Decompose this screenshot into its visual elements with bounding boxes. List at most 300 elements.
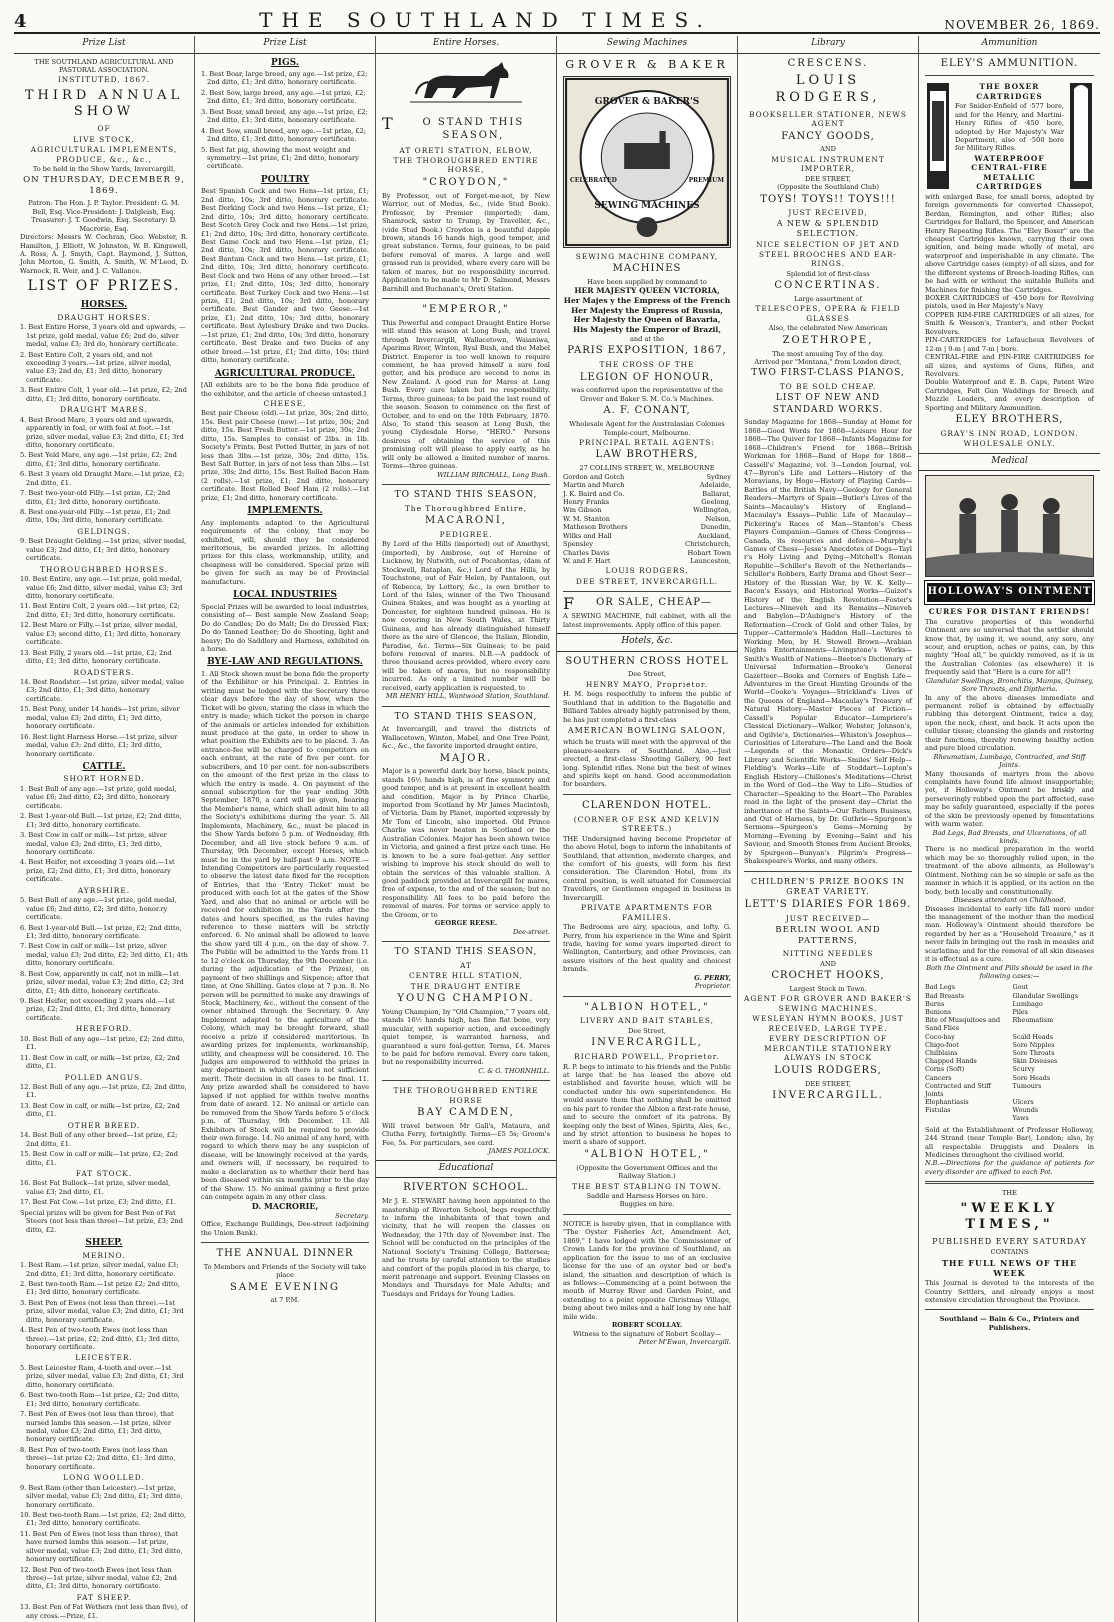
divider (925, 1309, 1094, 1310)
annual-dinner: THE ANNUAL DINNER (216, 1248, 354, 1259)
prize-entry: 4. Best Brood Mare, 3 years old and upwards, apparently in foal, or with foal at foot.—1st prize, silver medal, value £3; 2nd ditto, £1; 3rd ditto, honorary certificate. (20, 415, 184, 449)
fancy-goods: FANCY GOODS, (781, 130, 875, 142)
newspaper-title: THE SOUTHLAND TIMES. (259, 8, 712, 32)
albion-street: Dee Street, (627, 1026, 667, 1035)
divider (201, 1242, 369, 1243)
royal-bavaria: Her Majesty the Queen of Bavaria, (573, 315, 721, 325)
prize-entry: 1. Best Ram.—1st prize, silver medal, value £3; 2nd ditto, £1; 3rd ditto, honorary certificate. (20, 1261, 179, 1278)
divider (563, 591, 731, 592)
prize-entry: 3. Best Entire Colt, 1 year old.—1st prize, £2; 2nd ditto, £1; 3rd ditto, honorary certificate. (20, 386, 188, 403)
prize-entry: 4. Best Heifer, not exceeding 3 years old.—1st prize, £2; 2nd ditto, £1; 3rd ditto, honorary certificate. (20, 858, 175, 884)
pin-cartridges: PIN-CARTRIDGES for Lefaucheux Revolvers of 12-m | 9-m | and 7-m | bore. (925, 336, 1094, 353)
berlin-wool: BERLIN WOOL AND PATTERNS, (775, 925, 881, 947)
secretary-title: Secretary. (335, 1211, 369, 1220)
best-stabling: THE BEST STABLING IN TOWN. (572, 1181, 722, 1191)
dinner-text: To Members and Friends of the Society will take place (203, 1262, 367, 1280)
both-cases: Both the Ointment and Pills should be used in the following cases:— (926, 963, 1093, 981)
grover-baker-title: GROVER & BAKER (565, 57, 729, 71)
list-item: Spensley Christchurch, (563, 540, 731, 549)
ad-camden-text: Will travel between Mr Gall's, Mataura, and Clutha Ferry, fortnightly. Terms—£5 5s; Groom's Fee, 5s. For particulars, see card. (382, 1122, 550, 1147)
prize-entry: 14. Best Roadster.—1st prize, silver medal, value £3; 2nd ditto, £1; 3rd ditto, honorary certificate. (20, 678, 184, 703)
section-cattle: CATTLE. (82, 761, 126, 772)
royal-russia: Her Majesty the Empress of Russia, (571, 305, 723, 315)
prize-entry: 8. Best Pen of two-tooth Ewes (not less than three)—1st prize £2; 2nd ditto, £1; 3rd ditto, honorary certificate. (20, 1445, 176, 1471)
rheum-text: Many thousands of martyrs from the above complaints have found life almost insupportable; yet, if Holloway's Ointment be briskly and perseveringly rubbed upon the part affected, ease may be safely guaranteed, especially if the pores of the skin be previously opened by fomentations with warm water. (925, 769, 1094, 829)
list-item: Bad Legs (925, 983, 956, 992)
louis-rodgers-title: LOUIS RODGERS, (775, 73, 881, 105)
boxer-text: For Snider-Enfield of ·577 bore, and for the Henry, and Martini-Henry Rifles of ·450 bore, adopted by Her Majesty's War Department, also of ·500 bore for Military Rifles. (955, 102, 1064, 153)
list-item: Fistulas (925, 1106, 951, 1115)
prize-entry: 2. Best two-tooth Ram.—1st prize £2; 2nd ditto, £1; 3rd ditto, honorary certificate. (20, 1279, 180, 1297)
prize-entry: 1. Best Bull of any age.—1st prize, gold medal, value £6; 2nd ditto, £2; 3rd ditto, honorary certificate. (20, 784, 177, 810)
splendid-lot: Splendid lot of first-class (786, 269, 870, 278)
horse-icon (406, 58, 526, 112)
telescopes: TELESCOPES, OPERA & FIELD GLASSES (755, 304, 901, 323)
amusing-toy: The most amusing Toy of the day. (772, 349, 884, 358)
richard-powell: RICHARD POWELL, Proprietor. (574, 1052, 720, 1062)
bowling-saloon: AMERICAN BOWLING SALOON, (567, 726, 727, 736)
divider (563, 794, 731, 795)
divider (382, 298, 550, 299)
masthead (14, 6, 1100, 34)
prize-entry: 4. Best Sow, small breed, any age.—1st prize, £2; 2nd ditto, £1; 3rd ditto, honorary certificate. (201, 126, 367, 144)
list-item: Sore Nipples (1012, 1040, 1055, 1049)
waterproof-title: WATERPROOF CENTRAL-FIRE METALLIC CARTRIDGES (971, 153, 1048, 192)
prize-entry: 11. Best Entire Colt, 2 years old.—1st prize, £2; 2nd ditto, £1; 3rd ditto, honorary certificate. (20, 602, 180, 619)
newspaper-columns (14, 36, 1100, 1620)
list-item: Martin and Murch Adelaide, (563, 481, 731, 490)
waterproof-text: with enlarged Base, for small bores, adopted by foreign governments for converted Chassepot, Berdan, Remington, and other Rifles; also Cartridges for Ballard, the Spencer, and American Henry Repeating Rifles. The "Eley Boxer" are the cheapest Cartridges known, carrying their own ignition, and being made wholly of metal, are waterproof and imperishable in any climate. The above Cartridge cases (empty) of all sizes, and for the different systems of Breech-loading Rifles, can be had with or without the suitable Bullets and Machines for finishing the Cartridges. (925, 192, 1094, 294)
sold-cheap: TO BE SOLD CHEAP. (779, 381, 877, 391)
divider (563, 1214, 731, 1215)
holloway-text: The curative properties of this wonderful Ointment are so universal that the settler should know that, by using it, we sound, any sore, any scour, and eruption, aches or pains, can, by this mighty "Heal all," be quickly removed, as it is in the Australian Colonies (as elsewhere) it is frequently said that "Here is a cure for all"! (925, 617, 1094, 677)
prize-entry: 2. Best Entire Colt, 2 years old, and not exceeding 3 years.—1st prize, silver medal, value £3; 2nd do, £1; 3rd ditto, honorary certificate. (20, 350, 172, 384)
sub-merino: MERINO. (82, 1250, 126, 1260)
grover-agent: AGENT FOR GROVER AND BAKER'S SEWING MACHINES. (744, 994, 912, 1013)
ad-croydon-where: AT ORETI STATION, ELBOW, (399, 145, 533, 155)
prize-entry: 11. Best Pen of Ewes (not less than three), that have nursed lambs this season.—1st prize, silver medal, value £3; 2nd ditto, £1; 3rd ditto, honorary certificate. (20, 1529, 183, 1564)
sub-cheese: CHEESE. (263, 398, 307, 408)
list-item: Charles Davis Hobart Town (563, 548, 731, 557)
column-header: Prize List (14, 36, 194, 54)
robert-scollay: ROBERT SCOLLAY. (611, 1321, 683, 1330)
column-prize-list-1 (14, 36, 195, 1622)
ad-croydon-text: By Professor, out of Forget-me-not, by New Warrior, out of Modus, &c., (vide Stud Book). Professor, by Premier (imported); dam, Shamrock, sister to Trump, by Traveller, &c., (vide Stud Book.) Croydon is a beautiful dapple brown, stands 16 hands high, good temper, and great substance. Terms, four guineas, to be paid before removal of mares. A large and well grassed run is provided, where every care will be taken of mares, but no responsibility incurred. Application to be made to Mr D. Salmond, Messrs Barnhill and Buchanan's, Oreti Station. (382, 191, 550, 293)
list-item: Glandular Swellings (1012, 991, 1078, 1000)
sub-geldings: GELDINGS. (77, 526, 131, 536)
clarendon-text: THE Undersigned having become Proprietor of the above Hotel, begs to inform the inhabitants of Southland, that attention, moderate charges, and the comfort of his guests, will form his first consideration. The Clarendon Hotel, from its central position, is well situated for Commercial Travellers, or Gentlemen engaged in business in Invercargill. (563, 834, 731, 902)
cheese-text: Best pair Cheese (old).—1st prize, 30s; 2nd ditto, 15s. Best pair Cheese (new).—1st prize, 30s; 2nd ditto, 15s. Best Fresh Butter.—1st prize, 30s; 2nd ditto, 15s. Samples to consist of 2lbs. in 1lb. Society's Prints. Best Potted Butter, in jars of not less than 3lbs.—1st prize, 30s; 2nd ditto, 15s. Best Salt Butter, in jars of not less than 5lbs.—1st prize, 30s; 2nd ditto, 15s. Best Rolled Bacon Ham (2 rolls).—1st prize, £1; 2nd ditto, honorary certificate. Best Rolled Beef Ham (2 rolls).—1st prize, £1; 2nd ditto, honorary certificate. (201, 409, 369, 502)
ad-macaroni-desc: The Thoroughbred Entire, (404, 503, 528, 513)
column-prize-list-2 (195, 36, 376, 1622)
divider (925, 75, 1094, 76)
nb-directions: N.B.—Directions for the guidance of patients for every disorder are affixed to each Pot. (925, 1159, 1094, 1176)
prize-entry: 9. Best Heifer, not exceeding 2 years old.—1st prize, £2; 2nd ditto, £1; 3rd ditto, honorary certificate. (20, 997, 175, 1022)
ad-champion-name: YOUNG CHAMPION. (397, 992, 535, 1004)
private-text: The Bedrooms are airy, spacious, and lofty. G. Perry, from his experience in the Wine and Spirit trade, having for some years imported direct to Wellington, Canterbury, and other Provinces, can assure visitors of the best quality and choicest brands. (563, 923, 731, 974)
oyster-notice: NOTICE is hereby given, that in compliance with "The Oyster Fisheries Act, Amendment Act, 1869," I have lodged with the Commissioner of Crown Lands for the province of Southland, an application for the issue to me of an exclusive license for the use of an oyster bed or bed's island, the situation and description of which is as follows:—Commencing at a point between the mouth of Murray River and Garden Point, and extending to a point opposite Christmas Village, being about two miles and a half long by one half mile wide. (563, 1219, 731, 1321)
list-item: Gordon and Gotch Sydney (563, 472, 731, 481)
ad-macaroni-sig: MR HENRY HILL, Wantwood Station, Southland. (385, 692, 550, 701)
section-horses: HORSES. (80, 300, 128, 311)
prize-entry: 16. Best Fat Bullock—1st prize, silver medal, value £3; 2nd ditto, £1. (20, 1179, 171, 1196)
powell-text: R. P. begs to intimate to his friends and the Public at large that he has leased the above old established and favorite house, which will be conducted under his own superintendence. He would assure them that nothing shall be omitted on his part to render the Albion a first-rate house, and to secure the comfort of its patrons. By keeping only the best of Wines, Spirits, Ales, &c., and by strict attention to business he hopes to merit a share of support. (563, 1062, 731, 1147)
also-american: Also, the celebrated New American (768, 324, 888, 333)
agri-note: [All exhibits are to be the bona fide produce of the exhibitor, and the article of cheese untasted.] (201, 381, 369, 398)
witness: Witness to the signature of Robert Scollay— (572, 1329, 722, 1338)
list-item: Chigo-foot (925, 1040, 959, 1049)
musical-instrument: MUSICAL INSTRUMENT IMPORTER, (771, 154, 885, 174)
show-date: ON THURSDAY, DECEMBER 9, 1869. (23, 175, 185, 197)
childrens-prize-books: CHILDREN'S PRIZE BOOKS IN GREAT VARIETY. (751, 876, 905, 896)
list-item: Wounds (1012, 1106, 1039, 1115)
ad-croydon-desc: THE THOROUGHBRED ENTIRE HORSE, (393, 156, 539, 175)
sub-fatstock: FAT STOCK. (75, 1168, 133, 1178)
cross-of: THE CROSS OF THE (599, 360, 695, 370)
list-item: Chapped Hands (925, 1057, 977, 1066)
grays-inn: GRAY'S INN ROAD, LONDON. (940, 428, 1079, 438)
column-header: Entire Horses. (376, 36, 556, 54)
divider (744, 871, 912, 872)
riverton-text: Mr J. E. STEWART having been appointed to the mastership of Riverton School, begs respectfully to inform the inhabitants of that town and vicinity, that he will reopen the classes on Wednesday, the 17th day of November inst. The School will be conducted on the principles of the National Society's Training College, Battersea; and he trusts by careful attention to the studies and comfort of the pupils placed in his charge, to merit patronage and support. Evening Classes on Mondays and Thursdays for Male Adults; and Tuesdays and Fridays for Young Ladies. (382, 1197, 550, 1298)
prize-entry: 3. Best Pen of Ewes (not less than three).—1st prize, silver medal, value £3; 2nd ditto, £1; 3rd ditto, honorary certificate. (20, 1298, 184, 1324)
ad-major-intro: At Invercargill, and travel the districts of Wallacetown, Winton, Mabel, and One Tree Point, &c., &c., the favorite imported draught entire, (382, 725, 550, 751)
column-header: Ammunition (919, 36, 1100, 54)
ad-croydon-name: "CROYDON," (422, 176, 510, 188)
southern-cross-hotel: SOUTHERN CROSS HOTEL (565, 655, 729, 667)
ad-champion-at: AT (460, 960, 472, 970)
list-item: Yaws (1012, 1114, 1029, 1123)
double-waterproof: Double Waterproof and E. B. Caps, Patent Wire Cartridges, Felt Gun Waddings for Breech and Muzzle Loaders, and every description of Sporting and Military Ammunition. (925, 378, 1094, 412)
glandular-text: In any of the above diseases immediate and permanent relief is obtained by effectually rubbing this detergent Ointment, twice a day, upon the neck, chest, and back. It acts upon the cellular tissue; cleansing the glands and restoring their functions, thereby renewing healthy action and pure blood circulation. (925, 693, 1094, 753)
livestock: LIVE STOCK, (73, 134, 135, 144)
paris-exposition: PARIS EXPOSITION, 1867, (567, 345, 727, 357)
column-sewing-hotels (557, 36, 738, 1622)
column-header: Prize List (195, 36, 375, 54)
ad-croydon-title: TO STAND THIS SEASON, (382, 113, 525, 141)
poultry-text: Best Spanish Cock and two Hens—1st prize, £1; 2nd ditto, 10s; 3rd ditto, honorary certificate. Best Dorking Cock and two Hens.—1st prize, £1; 2nd ditto, 10s; 3rd ditto, honorary certificate. Best Scotch Grey Cock and two Hens.—1st prize, £1; 2nd ditto, 10s; 3rd ditto, honorary certificate. Best Game Cock and two Hens.—1st prize, £1; 2nd ditto, 10s; 3rd ditto, honorary certificate. Best Bantam Cock and two Hens.—1st prize, £1; 2nd ditto, 10s; 3rd ditto, honorary certificate. Best Cock and two Hens of any other breed.—1st prize, £1; 2nd ditto, 10s; 3rd ditto, honorary certificate. Best Turkey Cock and two Hens.—1st prize, £1; 2nd ditto, 10s; 3rd ditto, honorary certificate. Best Gander and two Geese.—1st prize, £1; 2nd ditto, 10s; 3rd ditto, honorary certificate. Best Aylesbury Drake and two Ducks.—1st prize, £1; 2nd ditto, 10s; 3rd ditto, honorary certificate. Best Drake and two Ducks of any other breed.—1st prize, £1; 2nd ditto, 10s; third ditto, honorary certificate. (201, 187, 369, 365)
list-item: Henry Franks Geelong, (563, 497, 731, 506)
ad-champion-where: CENTRE HILL STATION, (408, 971, 524, 981)
agents-list (563, 473, 731, 566)
law-brothers: LAW BROTHERS, (595, 449, 699, 461)
and-label-2: AND (820, 959, 836, 968)
prize-entry: 1. Best Boar, large breed, any age.—1st prize, £2; 2nd ditto, £1; 3rd ditto, honorary certificate. (201, 70, 368, 87)
ad-macaroni-name: MACARONI, (425, 515, 507, 527)
divider (563, 996, 731, 997)
central-fire: CENTRAL-FIRE and PIN-FIRE CARTRIDGES for all sizes, and systems of Guns, Rifles, and Revolvers. (925, 353, 1094, 378)
section-poultry: POULTRY (260, 174, 310, 185)
collins-street: 27 COLLINS STREET, W., MELBOURNE (579, 464, 715, 473)
prize-entry: 8. Best Cow, apparently in calf, not in milk—1st prize, silver medal, value £3; 2nd ditto, £2; 3rd ditto, £1; 4th ditto, honorary certificate. (20, 969, 184, 995)
sub-longwool: LONG WOOLLED. (63, 1473, 145, 1483)
prize-entry: 4. Best Pen of two-tooth Ewes (not less than three).—1st prize, £2; 2nd ditto, £1; 3rd ditto, honorary certificate. (20, 1326, 180, 1351)
albion-hotel: "ALBION HOTEL," (584, 1001, 710, 1013)
boxer-cartridges: THE BOXER CARTRIDGES (976, 82, 1043, 101)
clarendon-hotel: CLARENDON HOTEL. (582, 799, 712, 811)
prize-entry: 12. Best Bull of any age.—1st prize, £2; 2nd ditto, £1. (20, 1083, 187, 1100)
supplied-line: Have been supplied by command to (587, 277, 707, 286)
ad-emperor-name: "EMPEROR," (422, 304, 510, 315)
list-item: Scurvy (1012, 1065, 1035, 1074)
divider (382, 1080, 550, 1081)
list-item: Tumours (1012, 1081, 1042, 1090)
list-item: Lumbago (1012, 999, 1043, 1008)
implements-text: Any implements adapted to the Agricultural requirements of the colony, that may be exhibited, will, should they be considered meritorious, be awarded prizes. In allotting prizes for this class, workmanship, utility, and cheapness will be considered. Special prize will be given for such as may be of Provincial manufacture. (201, 518, 369, 586)
full-news: THE FULL NEWS OF THE WEEK (941, 1257, 1078, 1278)
riverton-school: RIVERTON SCHOOL. (403, 1182, 529, 1194)
sub-hereford: HEREFORD. (75, 1024, 133, 1034)
sold-at: Sold at the Establishment of Professor Holloway, 244 Strand (near Temple Bar), London; also, by all respectable Druggists and Dealers in Medicines throughout the civilised world. (925, 1125, 1094, 1159)
section-bye-law: BYE-LAW AND REGULATIONS. (207, 657, 363, 668)
section-pigs: PIGS. (271, 57, 299, 68)
secretary-name: D. MACRORIE, (251, 1201, 319, 1212)
divider (925, 1181, 1094, 1184)
list-item: Burns (925, 999, 945, 1008)
contains: CONTAINS (990, 1248, 1029, 1257)
printers-line: Southland — Bain & Co., Printers and Publishers. (939, 1315, 1080, 1332)
works-list: Sunday Magazine for 1868—Sunday at Home for 1868—Good Words for 1868—Leisure Hour for 1868—The Quiver for 1868—Infants Magazine for 1868—Children's Friend for 1868—British Workman for 1868—Band of Hope for 1868—Cassell's' Magazine, vol. 3—London Journal, vol. 47—Byron's Life and Letters—History of the Moravians, by Hoge—History of Playing Cards—Battles of the British Navy—Geology for General Readers—Martyrs of Spain—Butler's Lives of the Saints—Macaulay's History of England—Macaulay's Essays—Public Life of Macaulay—Pickering's Races of Man—Stanton's Chess Players Companion—Games of Chess Congress—Canada, its resources and defence—Murphy's Games of Chess—Jesse's Anecdotes of Dogs—Tayl r's Holy Living and Dying—Mitchell's Roman Republic—Schiller's Revolt of the Netherlands—Schiller's Robbers, Early Drama and Ghost Seer—History of the Russian War, by W. K. Kelly—Bacon's Essays, and Historical Works—Guizot's History of the English Revolution—Foster's Lectures—Nineveh and its Remains—Nineveh and Babylon—D'Aubigne's History of the Reformation—Crock of Gold and other Tales, by Tupper—Cattermole's Haddon Hall—Lectures to Working Men, by H. Stowell Brown—Arabian Nights Entertainments—Livingstone's Works—Smith's Wealth of Nations—Beeton's Dictionary of Universal Information—Brooke's General Gazetteer—Books and Corners of English Life—Adventures in the Great Hunting Grounds of the World—Cooke's Voyages—Strickland's Lives of the Queens of England—Macaulay's Treasury of Natural History—Master Pieces of Fiction—Cassell's Popular Educator—Lempriere's Classical Dictionary—Walker, Webster, Johnson's, and Ogilvie's, Dictionaries—Whiston's Josephus—Curiosities of Literature—The Land and the Book—Legends of the Monastic Orders—Dick's Library and Scientific Works—Smiles' Self Help—Fielding's Works—Life of Stoddart—Lupton's English History—Chillones's Meditations—Christ in the Word of God—the Way to Life—Studies of Character—Speaking to the Heart—The Parables read in the light of the present day—Christ the inheritance of the Saints—Our Fathers Business, and Out of Harness, by Dr. Guthrie—Spurgeon's Sermons—Spurgeon's Gems—Morning by Morning—Evening by Evening—Saint and his Saviour, and Smooth Stones from Ancient Brooks, by Spurgeon—Bunyan's Pilgrim's Progress—Shakespeare's Works, and many others. (744, 418, 912, 866)
column-entire-horses (376, 36, 557, 1622)
toys: TOYS! TOYS!! TOYS!!! (760, 193, 896, 205)
royal-france: Her Majes y the Empress of the French (563, 296, 731, 306)
royal-victoria: HER MAJESTY QUEEN VICTORIA, (574, 286, 720, 296)
for-sale-text: A SEWING MACHINE, full cabinet, with all the latest improvements. Apply office of this paper. (563, 612, 731, 629)
invercargill: INVERCARGILL, (591, 1037, 703, 1049)
and-label: AND (820, 145, 836, 154)
logo-celebrated: CELEBRATED (570, 176, 617, 184)
prize-entry: Special prizes will be given for Best Pen of Fat Steers (not less than three)—1st prize, £3; 2nd ditto, £2. (20, 1208, 183, 1234)
column-header: Library (738, 36, 918, 54)
same-evening: SAME EVENING (229, 1281, 341, 1293)
prize-entry: 13. Best Filly, 2 years old.—1st prize, £2; 2nd ditto, £1; 3rd ditto, honorary certificate. (20, 648, 172, 666)
ad-champion-sig: C. & G. THORNHILL. (478, 1066, 550, 1075)
zoethrope: ZOETHROPE, (782, 334, 874, 346)
cures-distant: CURES FOR DISTANT FRIENDS! (928, 607, 1091, 617)
ad-emperor-sig: WILLIAM BIRCHALL, Long Bush. (436, 470, 550, 479)
perry-title: Proprietor. (694, 982, 731, 991)
largest-stock: Largest Stock in Town. (789, 985, 867, 994)
for-sale: FOR SALE, CHEAP— (563, 594, 712, 614)
sub-fatsheep: FAT SHEEP. (76, 1592, 132, 1602)
louis-rodgers-2: LOUIS RODGERS, (774, 1064, 882, 1076)
prize-entry: 10. Best Bull of any age—1st prize, £2; 2nd ditto, £1. (20, 1034, 185, 1052)
dinner-time: at 7 P.M. (270, 1296, 300, 1305)
ad-major-sig: GEORGE REESE. (434, 919, 498, 928)
arrived-montana: Arrived per "Montana," from London direct, (754, 357, 902, 366)
knitting-needles: NITTING NEEDLES (782, 949, 874, 959)
office-line: Office, Exchange Buildings, Dee-street (adjoining the Union Bank). (201, 1220, 369, 1237)
mayo-text: H. M. begs respectfully to inform the public of Southland that in addition to the Bagatelle and Billiard Tables already highly patronised by them, he has just completed a first-class (563, 690, 731, 724)
prize-entry: 7. Best two-year-old Filly.—1st prize, £2; 2nd ditto, £1; 3rd ditto, honorary certificate. (20, 489, 171, 506)
eley-ammunition: ELEY'S AMMUNITION. (940, 57, 1079, 69)
sub-other: OTHER BREED. (67, 1120, 141, 1130)
peter-mcewan: Peter M'Ewan, Invercargill. (638, 1338, 731, 1347)
ad-major-title: TO STAND THIS SEASON, (394, 711, 538, 722)
just-received: JUST RECEIVED, (788, 208, 868, 218)
dee-street-2: DEE STREET, (804, 1079, 852, 1088)
sub-ayrshire: AYRSHIRE. (77, 885, 131, 895)
sub-roadsters: ROADSTERS. (73, 667, 135, 677)
instituted: INSTITUTED, 1867. (57, 75, 151, 85)
sewing-machine-logo (563, 76, 731, 248)
logo-premium: PREMIUM (688, 176, 724, 184)
sch-street: Dee Street, (627, 670, 667, 679)
bookseller: BOOKSELLER STATIONER, NEWS AGENT (749, 109, 907, 129)
wholesale-agent: Wholesale Agent for the Australasian Colonies (569, 420, 725, 429)
crescens: CRESCENS. (787, 57, 869, 69)
large-assortment: Large assortment of (794, 294, 862, 303)
list-item: Chilblains (925, 1048, 958, 1057)
machines: MACHINES (612, 263, 682, 275)
glandular-head: Glandular Swellings, Bronchitis, Mumps, Quinsey, Sore Throats, and Diptheria. (925, 676, 1094, 694)
published-saturday: PUBLISHED EVERY SATURDAY (932, 1236, 1087, 1246)
horse-engraving (382, 58, 550, 114)
association-name: THE SOUTHLAND AGRICULTURAL AND PASTORAL ASSOCIATION. (34, 57, 174, 74)
list-item: Bunions (925, 1008, 952, 1017)
list-item: Piles (1012, 1008, 1028, 1017)
sub-mares: DRAUGHT MARES. (60, 405, 148, 415)
local-text: Special Prizes will be awarded to local industries, consisting of— Best sample New Zealand Soap; Do do Candles; Do do Malt; Do do Dressed Flax; Do do Tanned Leather; Do do Shooting, light and heavy; Do do Saddlery and Harness, exhibited on a horse. (201, 602, 369, 653)
crochet-hooks: CROCHET HOOKS, (771, 970, 885, 982)
mercantile-stationery: EVERY DESCRIPTION OF MERCANTILE STATIONERY ALWAYS IN STOCK (764, 1034, 892, 1063)
the-label: THE (1002, 1189, 1017, 1198)
section-educational: Educational (376, 1160, 556, 1179)
ad-emperor-text: This Powerful and compact Draught Entire Horse will stand this season at Long Bush, and travel through Invercargill, Wallacetown, Waianiwa, Aparima River, Winton, Ryal Bush, and the Mabel District. Emperor is too well known to require comment, he has proved himself a sure foal getter, and his produce are second to none in New Zealand. A good run for Mares at Long Bush. Every care taken but no responsibility. Terms, three guineas; to be paid the last round of the season. Season to commence on the first of October, and to end on the 10th February, 1870. Also, To stand this season at Long Bush, the young Clydesdale Horse, "HERO." Persons desirous of obtaining the service of this promising colt will please to apply early, as he will only be allowed a limited number of mares. Terms—three guineas. (382, 318, 550, 471)
page-number: 4 (14, 11, 27, 32)
figures-icon (926, 476, 1093, 576)
prize-entry: 3. Best Cow in calf or milk—1st prize, silver medal, value £3; 2nd ditto, £1; 3rd ditto, honorary certificate. (20, 831, 167, 856)
sub-shorthorn: SHORT HORNED. (63, 774, 145, 784)
legion-honour: LEGION OF HONOUR, (579, 371, 715, 383)
show-title: THIRD ANNUAL SHOW (24, 87, 184, 120)
ad-major-name: MAJOR. (439, 752, 493, 764)
sub-draught: DRAUGHT HORSES. (57, 312, 151, 322)
divider (382, 484, 550, 485)
rheum-head: Rheumatism, Lumbago, Contracted, and Stiff Joints. (933, 752, 1086, 770)
sub-thoroughbred: THOROUGHBRED HORSES. (40, 564, 168, 574)
prize-entry: 11. Best Cow in calf, or milk—1st prize, £2; 2nd ditto, £1. (20, 1053, 180, 1071)
prize-entry: 6. Best 1-year-old Bull.—1st prize, £2; 2nd ditto, £1; 3rd ditto, honorary certificate. (20, 923, 182, 940)
new-selection: A NEW & SPLENDID SELECTION. (776, 218, 880, 239)
ad-champion-text: Young Champion, by "Old Champion," 7 years old, stands 16½ hands high, has fine flat bone, very muscular, with superior action, and exceedingly quiet temper, is warranted harness, and guaranteed a sure foal-getter. Terms, £4. Mares to be paid for before removal. Every care taken, but no responsibility incurred. (382, 1007, 550, 1067)
logo-bottom-text: SEWING MACHINES (594, 200, 700, 211)
prize-entry: 17. Best Fat Cow.—1st prize, £3; 2nd ditto, £1. (20, 1198, 176, 1207)
ad-macaroni-ped: PEDIGREE. (439, 529, 493, 539)
list-item: Ulcers (1012, 1098, 1034, 1107)
section-local-industries: LOCAL INDUSTRIES (232, 590, 338, 601)
column-ammunition-medical (919, 36, 1100, 1622)
issue-date: NOVEMBER 26, 1869. (944, 18, 1100, 32)
list-item: Elephantiasis (925, 1098, 969, 1107)
section-sheep: SHEEP. (85, 1238, 123, 1249)
ad-camden-title: THE THOROUGHBRED ENTIRE HORSE (393, 1086, 539, 1105)
prize-entry: 2. Best Sow, large breed, any age.—1st prize, £2; 2nd ditto, £1; 3rd ditto, honorary certificate. (201, 88, 366, 106)
and-at: and at the (630, 334, 664, 343)
prize-entry: 7. Best Pen of Ewes (not less than three), that nursed lambs this season.—1st prize, silver medal, value £3; 2nd ditto, £1; 3rd ditto, honorary certificate. (20, 1410, 174, 1444)
wholesale-only: WHOLESALE ONLY. (963, 439, 1056, 449)
bylaw-text: 1. All Stock shown must be bona fide the property of the Exhibitor or his Principal. 2. Entries in writing must be lodged with the Secretary three clear days before the day of show, when the Ticket will be given, stating the class in which the entry is made; which ticket the person in charge of the animals or articles intended for exhibition must produce at the gate, in order to show in what position the Exhibits are to be placed. 3. An entrance-fee will be charged to competitors on each entrant, at the rate of five per cent. for subscribers, and 10 per cent. for non-subscribers on the amount of the first prize in the class to which the entry is made. 4. On payment of the annual subscription for the year ending 30th September, 1870, a card will be given, bearing the Member's name, which shall admit him to all the Society's exhibitions during the year. 5. All Implements, Machinery, &c., must be placed in the Show Yards before 5 p.m. of Wednesday, 8th December, and all live stock before 9 a.m. of Thursday, 9th December, except Horses, which must be in the yard by half-past 9 a.m. NOTE.—Intending Competitors are particularly requested to observe the latest date fixed for the reception of Entries, that the 'Entry Ticket' must be produced with each lot at the gates of the Show Yard, and also that no animal or article will be received for exhibition in the Yards after the dates and hours specified, as the rules having reference to these matters will be strictly enforced. 6. No animal shall be allowed to leave the show yard till 4 p.m., on the day of show. 7. The Public will be admitted to the Yards from 11 to 12 o'clock on Thursday, the 9th December (i.e. during the adjudication of the Prizes), on payment of two shillings and Sixpence; after that time, at One Shilling. Gates close at 7 p.m. 8. No person will be permitted to make any drawings of Stock, Machinery, &c., without the consent of the owner obtained through the Secretary. 9. Any Implement adapted to the agriculture of the Colony, which may be brought forward, shall receive a prize if considered meritorious. In awarding prizes for implements, workmanship, utility, and cheapness will be considered. 10. The Judges are empowered to withhold the prizes in any department in which there is not sufficient merit. Their decision in all cases to be final. 11. Any prize awarded shall be considered to have lapsed if not applied for within twelve months from date of award. 12. No animal or article can be removed from the Show Yards before 5 o'clock p.m. of Thursday, 9th December. 13. All Exhibitors of Stock will be required to provide their own forage. 14. No animal of any herd, with regard to which there may be any suspicion of disease, will be knowingly received at the yards, and owners will, if necessary, be required to make a declaration as to whether their herd has been diseased within six months prior to the day of the Show. 15. No animal gaining a first prize can compete again in any other class. (201, 669, 369, 1202)
list-item: Gout (1012, 983, 1029, 992)
divider (382, 706, 550, 707)
prize-entry: 13. Best Cow in calf, or milk—1st prize, £2; 2nd ditto, £1. (20, 1101, 180, 1119)
wesleyan-hymns: WESLEYAN HYMN BOOKS, JUST RECEIVED, LARGE TYPE. (752, 1014, 904, 1033)
list-item (925, 1114, 1007, 1122)
royal-brazil: His Majesty the Emperor of Brazil, (573, 325, 721, 335)
prize-entry: 10. Best Entire, any age.—1st prize, gold medal, value £6; 2nd ditto, silver medal, value £3; 3rd ditto, honorary certificate. (20, 575, 183, 601)
prize-entry: 15. Best Cow in calf or milk—1st prize, £2; 2nd ditto, £1. (20, 1150, 178, 1167)
badlegs-head: Bad Legs, Bad Breasts, and Ulcerations, of all kinds. (932, 828, 1087, 846)
prize-entry: 10. Best two-tooth Ram.—1st prize, £2; 2nd ditto, £1; 3rd ditto, honorary certificate. (20, 1510, 187, 1528)
g-perry: G. PERRY, (694, 973, 731, 982)
logo-top-text: GROVER & BAKER'S (594, 96, 700, 107)
ad-major-place: Dee-street. (512, 927, 550, 936)
divider (382, 941, 550, 942)
boxer-revolver: BOXER CARTRIDGES of ·450 bore for Revolving pistols, used in Her Majesty's Navy (925, 294, 1094, 311)
implements-line: AGRICULTURAL IMPLEMENTS, PRODUCE, &c., &c., (30, 145, 178, 164)
list-item: Corns (Soft) (925, 1065, 965, 1074)
ad-champion-title: TO STAND THIS SEASON, (394, 947, 538, 958)
conant: A. F. CONANT, (603, 405, 691, 417)
dee-street: DEE STREET, INVERCARGILL. (575, 576, 719, 586)
list-item: Cancers (925, 1073, 952, 1082)
sub-leicester: LEICESTER. (75, 1353, 133, 1363)
weekly-times: "WEEKLY TIMES," (960, 1200, 1059, 1233)
of-label: OF (97, 124, 111, 134)
letts-diaries: LETT'S DIARIES FOR 1869. (744, 899, 912, 911)
louis-rodgers: LOUIS RODGERS, (605, 566, 689, 576)
prize-entry: 12. Best Pen of two-tooth Ewes (not less than three)—1st prize, silver medal, value £2; 2nd ditto, £1; 3rd ditto, honorary certificate. (20, 1565, 177, 1591)
prize-entry: 6. Best two-tooth Ram—1st prize, £2; 2nd ditto, £1; 3rd ditto, honorary certificate. (20, 1391, 180, 1408)
livery-stables: LIVERY AND BAIT STABLES, (580, 1016, 714, 1026)
bowling-text: which he trusts will meet with the approval of the pleasure-seekers of Southland. Also,—Just erected, a first-class Shooting Gallery, 90 feet long. Splendid rifles. None but the best of wines and spirits kept on hand. Good accommodation for boarders. (563, 738, 731, 789)
section-medical: Medical (919, 453, 1100, 472)
list-item: Rheumatism (1012, 1016, 1054, 1025)
list-item: Scald Heads (1012, 1032, 1053, 1041)
prize-entry: 3. Best Boar, small breed, any age.—1st prize, £2; 2nd ditto, £1; 3rd ditto, honorary certificate. (201, 107, 368, 125)
prize-entry: 15. Best Pony, under 14 hands—1st prize, silver medal, value £3; 2nd ditto, £1; 3rd ditto, honorary certificate. (20, 705, 180, 731)
list-item: Sore Throats (1012, 1048, 1055, 1057)
prize-entry: 5. Best Yeld Mare, any age.—1st prize, £2; 2nd ditto, £1; 3rd ditto, honorary certificate. (20, 451, 177, 468)
section-agri-produce: AGRICULTURAL PRODUCE. (214, 368, 356, 379)
prize-entry: 13. Best Pen of Fat Wethers (not less than five), of any cross.—Prize, £1. (20, 1603, 188, 1620)
opposite-club: (Opposite the Southland Club) (777, 183, 879, 192)
ad-major-body: Major is a powerful dark bay horse, black points, stands 16½ hands high, is of fine symmetry and good temper, and is at present in excellent health and condition. Major is by Prince Charlie, imported from Scotland by Mr James Macintosh, of Victoria. Dam by Planet, imported expressly by Mr Tom of Lincoln, also imported. Old Prince Charlie was never beaten in Scotland or the Australian Colonies. Major has been shown twice in Victoria, and gained a first prize each time. He is known to be a sure foal-getter. Any settler wishing to improve his stock should do well to obtain the services of this valuable stallion. A good paddock provided at Invercargill for mares, free of expense, to the end of the season; but no responsibility. All fees to be paid before the removal of mares. For terms or service apply to the Groom, or to (382, 767, 550, 919)
ad-camden-name: BAY CAMDEN, (417, 1107, 515, 1119)
eley-brothers: ELEY BROTHERS, (955, 414, 1064, 426)
temple-court: Temple-court, Melbourne. (603, 428, 691, 437)
section-hotels: Hotels, &c. (557, 633, 737, 652)
prize-entry: 16. Best light Harness Horse.—1st prize, silver medal, value £3; 2nd ditto, £1; 3rd ditto, honorary certificate. (20, 732, 178, 758)
principal-agents: PRINCIPAL RETAIL AGENTS: (579, 437, 715, 447)
childhood-text: Diseases incidental to early life fall more under the management of the mother than the medical man. Holloway's Ointment should therefore be regarded by her as a "Household Treasure," as it never fails in bringing out the rash in measles and scarlatina; and for the removal of all skin diseases it is effectual as a cure. (925, 904, 1094, 964)
column-library (738, 36, 919, 1622)
cures-list (925, 983, 1094, 1122)
list-item: J. K. Baird and Co. Ballarat, (563, 489, 731, 498)
list-item: W. M. Stanton Nelson, (563, 514, 731, 523)
column-header: Sewing Machines (557, 36, 737, 54)
prize-entry: 2. Best 1-year-old Bull.—1st prize, £2; 2nd ditto, £1; 3rd ditto, honorary certificate. (20, 812, 182, 829)
prize-entry: 5. Best fat pig, showing the most weight and symmetry.—1st prize, £1; 2nd ditto, honorary certificate. (201, 145, 359, 171)
list-item: Matheson Brothers Dunedin, (563, 523, 731, 532)
list-of-prizes: LIST OF PRIZES. (27, 278, 181, 295)
holloway-engraving (925, 475, 1094, 577)
prize-entry: 9. Best Draught Gelding.—1st prize, silver medal, value £3; 2nd ditto, £1; 3rd ditto, honorary certificate. (20, 537, 187, 563)
prize-entry: 12. Best Mare or Filly.—1st prize, silver medal, value £3; second ditto, £1; 3rd ditto, honorary certificate. (20, 621, 181, 647)
prize-entry: 14. Best Bull of any other breed—1st prize, £2; 2nd ditto, £1. (20, 1131, 178, 1148)
directors: Directors: Messrs W. Cochran, Geo. Webster, R. Hamilton, J. Elliott, W. Johnston, W. B. Kingswell, A. Ross, A. J. Smyth, Capt. Raymond, J. Sutton, John Morton, G. Smith, A. Smith, W. M'Leod, D. Warnock, R. Weir, and J. C. Vallance. (20, 233, 188, 275)
invercargill: INVERCARGILL. (772, 1090, 884, 1101)
